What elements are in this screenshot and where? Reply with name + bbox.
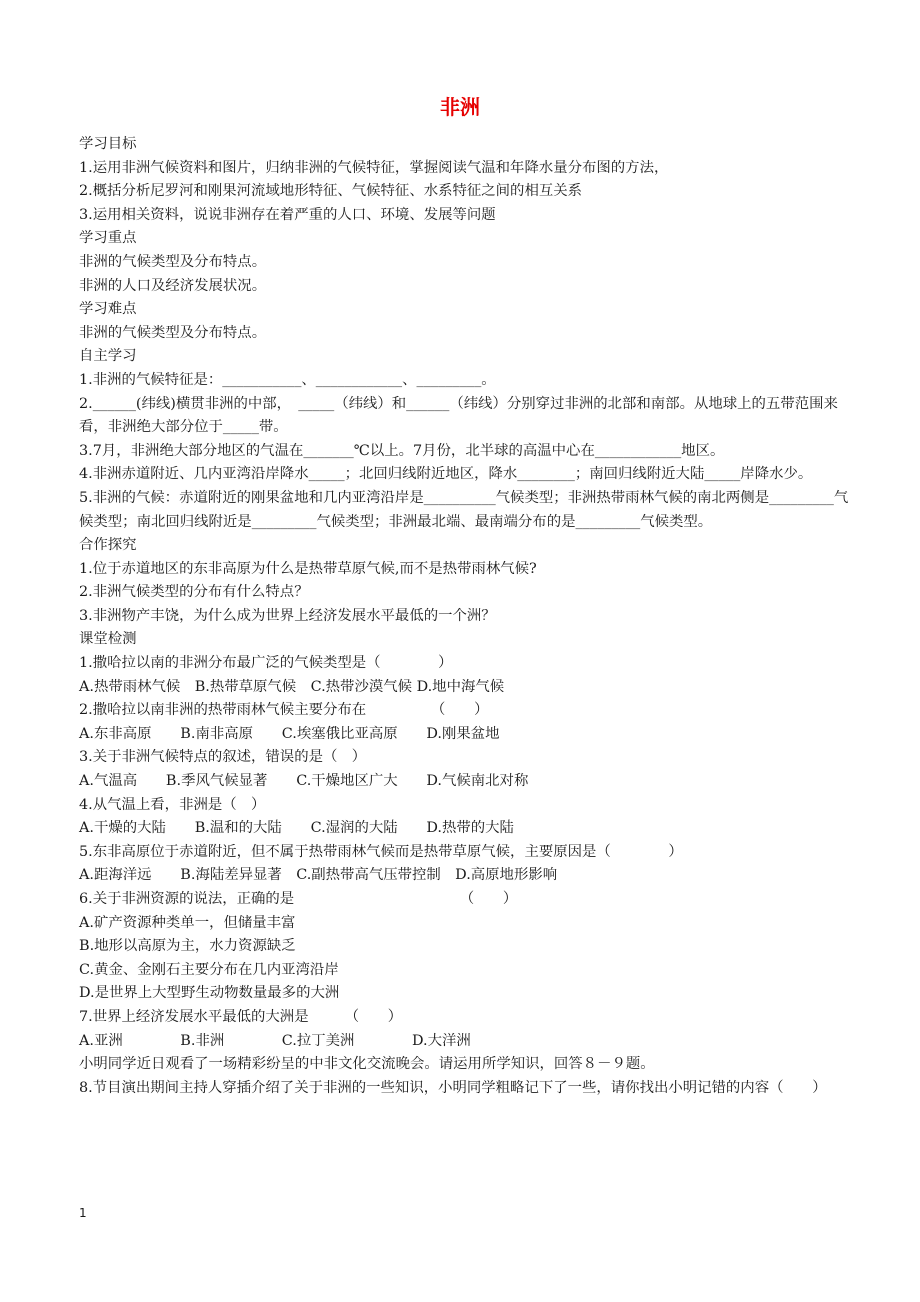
quiz-question: 8.节目演出期间主持人穿插介绍了关于非洲的一些知识，小明同学粗略记下了一些，请你找出小明记错的内容（ ） (79, 1079, 827, 1096)
section-heading-self-study: 自主学习 (79, 348, 137, 365)
quiz-question: 6.关于非洲资源的说法，正确的是 （ ） (79, 891, 518, 907)
quiz-option: B.地形以高原为主，水力资源缺乏 (79, 938, 296, 955)
objective-item: 3.运用相关资料，说说非洲存在着严重的人口、环境、发展等问题 (79, 206, 496, 223)
document-body (79, 133, 849, 1100)
quiz-options: A.东非高原 B.南非高原 C.埃塞俄比亚高原 D.刚果盆地 (79, 725, 500, 742)
key-point-item: 非洲的气候类型及分布特点。 (79, 253, 267, 270)
quiz-question: 2.撒哈拉以南非洲的热带雨林气候主要分布在 （ ） (79, 702, 489, 719)
cooperation-question: 3.非洲物产丰饶，为什么成为世界上经济发展水平最低的一个洲？ (79, 607, 496, 624)
key-point-item: 非洲的人口及经济发展状况。 (79, 277, 267, 294)
quiz-question: 5.东非高原位于赤道附近，但不属于热带雨林气候而是热带草原气候，主要原因是（ ） (79, 843, 683, 860)
quiz-option: A.矿产资源种类单一，但储量丰富 (79, 914, 296, 931)
page-number: 1 (79, 1206, 87, 1220)
quiz-option: D.是世界上大型野生动物数量最多的大洲 (79, 985, 340, 1002)
quiz-options: A.距海洋远 B.海陆差异显著 C.副热带高气压带控制 D.高原地形影响 (79, 867, 558, 884)
quiz-option: C.黄金、金刚石主要分布在几内亚湾沿岸 (79, 961, 339, 978)
section-heading-key-points: 学习重点 (79, 230, 137, 247)
difficulty-item: 非洲的气候类型及分布特点。 (79, 324, 267, 341)
quiz-options: A.干燥的大陆 B.温和的大陆 C.湿润的大陆 D.热带的大陆 (79, 820, 514, 837)
self-study-question: 3.7月，非洲绝大部分地区的气温在_______℃以上。7月份，北半球的高温中心在____________地区。 (79, 442, 725, 459)
self-study-question: 5.非洲的气候：赤道附近的刚果盆地和几内亚湾沿岸是__________气候类型；非洲热带雨林气候的南北两侧是_________气候类型；南北回归线附近是_________气候类型；非洲最北端、最南端分布的是_________气候类型。 (79, 489, 849, 530)
quiz-question: 4.从气温上看，非洲是（ ） (79, 796, 266, 813)
self-study-question: 2.______(纬线)横贯非洲的中部， _____（纬线）和______（纬线）分别穿过非洲的北部和南部。从地球上的五带范围来看，非洲绝大部分位于_____带。 (79, 395, 838, 436)
section-heading-cooperation: 合作探究 (79, 537, 137, 554)
quiz-options: A.气温高 B.季风气候显著 C.干燥地区广大 D.气候南北对称 (79, 773, 529, 790)
objective-item: 1.运用非洲气候资料和图片，归纳非洲的气候特征，掌握阅读气温和年降水量分布图的方法， (79, 159, 669, 176)
quiz-question: 1.撒哈拉以南的非洲分布最广泛的气候类型是（ ） (79, 655, 453, 672)
section-heading-difficulties: 学习难点 (79, 301, 137, 318)
objective-item: 2.概括分析尼罗河和刚果河流域地形特征、气候特征、水系特征之间的相互关系 (79, 183, 583, 200)
quiz-options: A.热带雨林气候 B.热带草原气候 C.热带沙漠气候 D.地中海气候 (79, 678, 505, 695)
quiz-question: 7.世界上经济发展水平最低的大洲是 （ ） (79, 1008, 403, 1025)
page-title: 非洲 (440, 95, 480, 119)
section-heading-objectives: 学习目标 (79, 136, 137, 152)
cooperation-question: 2.非洲气候类型的分布有什么特点？ (79, 584, 309, 601)
self-study-question: 1.非洲的气候特征是：___________、____________、_________。 (79, 371, 496, 388)
section-heading-quiz: 课堂检测 (79, 631, 137, 648)
self-study-question: 4.非洲赤道附近、几内亚湾沿岸降水_____；北回归线附近地区，降水________；南回归线附近大陆_____岸降水少。 (79, 466, 813, 483)
quiz-options: A.亚洲 B.非洲 C.拉丁美洲 D.大洋洲 (79, 1032, 471, 1049)
quiz-intro: 小明同学近日观看了一场精彩纷呈的中非文化交流晚会。请运用所学知识，回答８－９题。 (79, 1056, 655, 1073)
cooperation-question: 1.位于赤道地区的东非高原为什么是热带草原气候,而不是热带雨林气候? (79, 560, 537, 577)
quiz-question: 3.关于非洲气候特点的叙述，错误的是（ ） (79, 749, 367, 766)
